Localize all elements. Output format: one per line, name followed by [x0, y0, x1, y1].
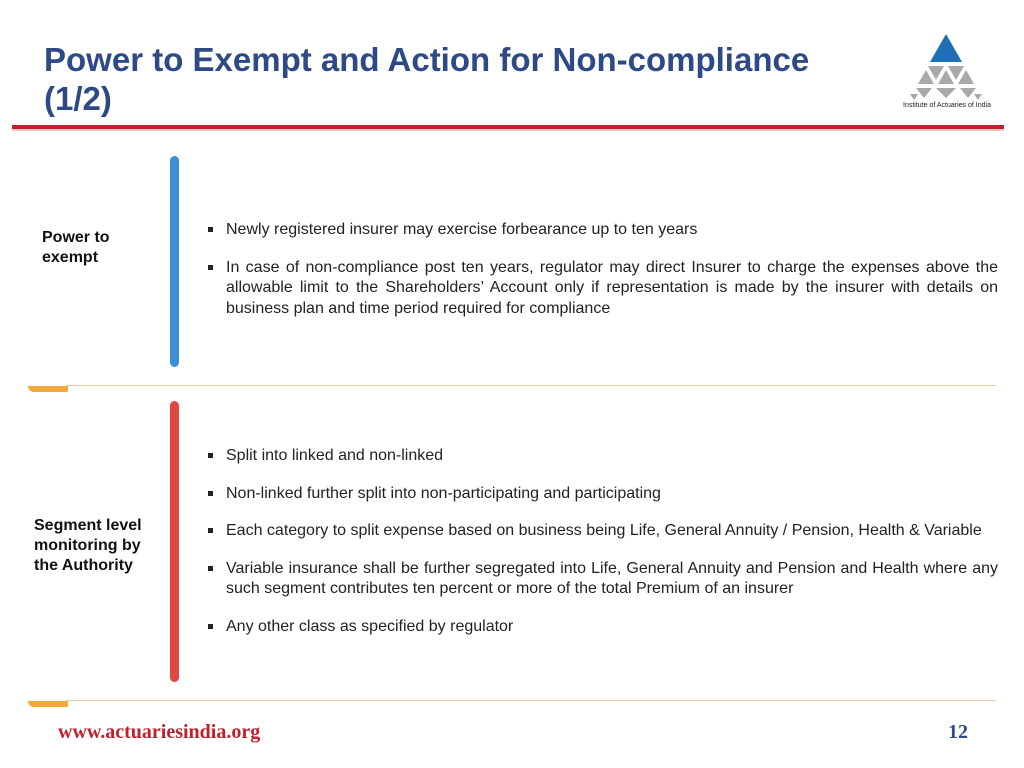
- section-label-segment-monitoring: Segment level monitoring by the Authority: [34, 517, 142, 574]
- logo-triangle-icon: [892, 30, 1002, 102]
- list-item: Variable insurance shall be further segregated into Life, General Annuity and Pension and Health where any such segment contributes ten percent or more of the total Premium of an insurer: [206, 559, 998, 600]
- list-item: Any other class as specified by regulator: [206, 617, 998, 638]
- section-separator: [66, 385, 996, 386]
- logo-text: Institute of Actuaries of India: [903, 102, 991, 109]
- list-item: In case of non-compliance post ten years, regulator may direct Insurer to charge the expenses above the allowable limit to the Shareholders’ Account only if representation is made by the insurer with details on business plan and time period required for compliance: [206, 258, 998, 320]
- bullet-list-segment-monitoring: [206, 446, 998, 637]
- page-number: 12: [948, 721, 968, 743]
- list-item: Non-linked further split into non-participating and participating: [206, 484, 998, 505]
- separator-tab: [28, 701, 68, 707]
- list-item: Split into linked and non-linked: [206, 446, 998, 467]
- section-separator: [66, 700, 996, 701]
- section-bar-red: [170, 401, 179, 682]
- separator-tab: [28, 386, 68, 392]
- institute-logo: [892, 30, 1002, 114]
- page-title: Power to Exempt and Action for Non-compliance (1/2): [44, 41, 810, 117]
- title-divider-shadow: [12, 129, 1004, 131]
- footer-website-link[interactable]: www.actuariesindia.org: [58, 721, 261, 743]
- section-bar-blue: [170, 156, 179, 367]
- bullet-list-power-to-exempt: [206, 220, 998, 319]
- section-label-power-to-exempt: Power to exempt: [42, 229, 110, 266]
- list-item: Newly registered insurer may exercise forbearance up to ten years: [206, 220, 998, 241]
- list-item: Each category to split expense based on business being Life, General Annuity / Pension, Health & Variable: [206, 521, 998, 542]
